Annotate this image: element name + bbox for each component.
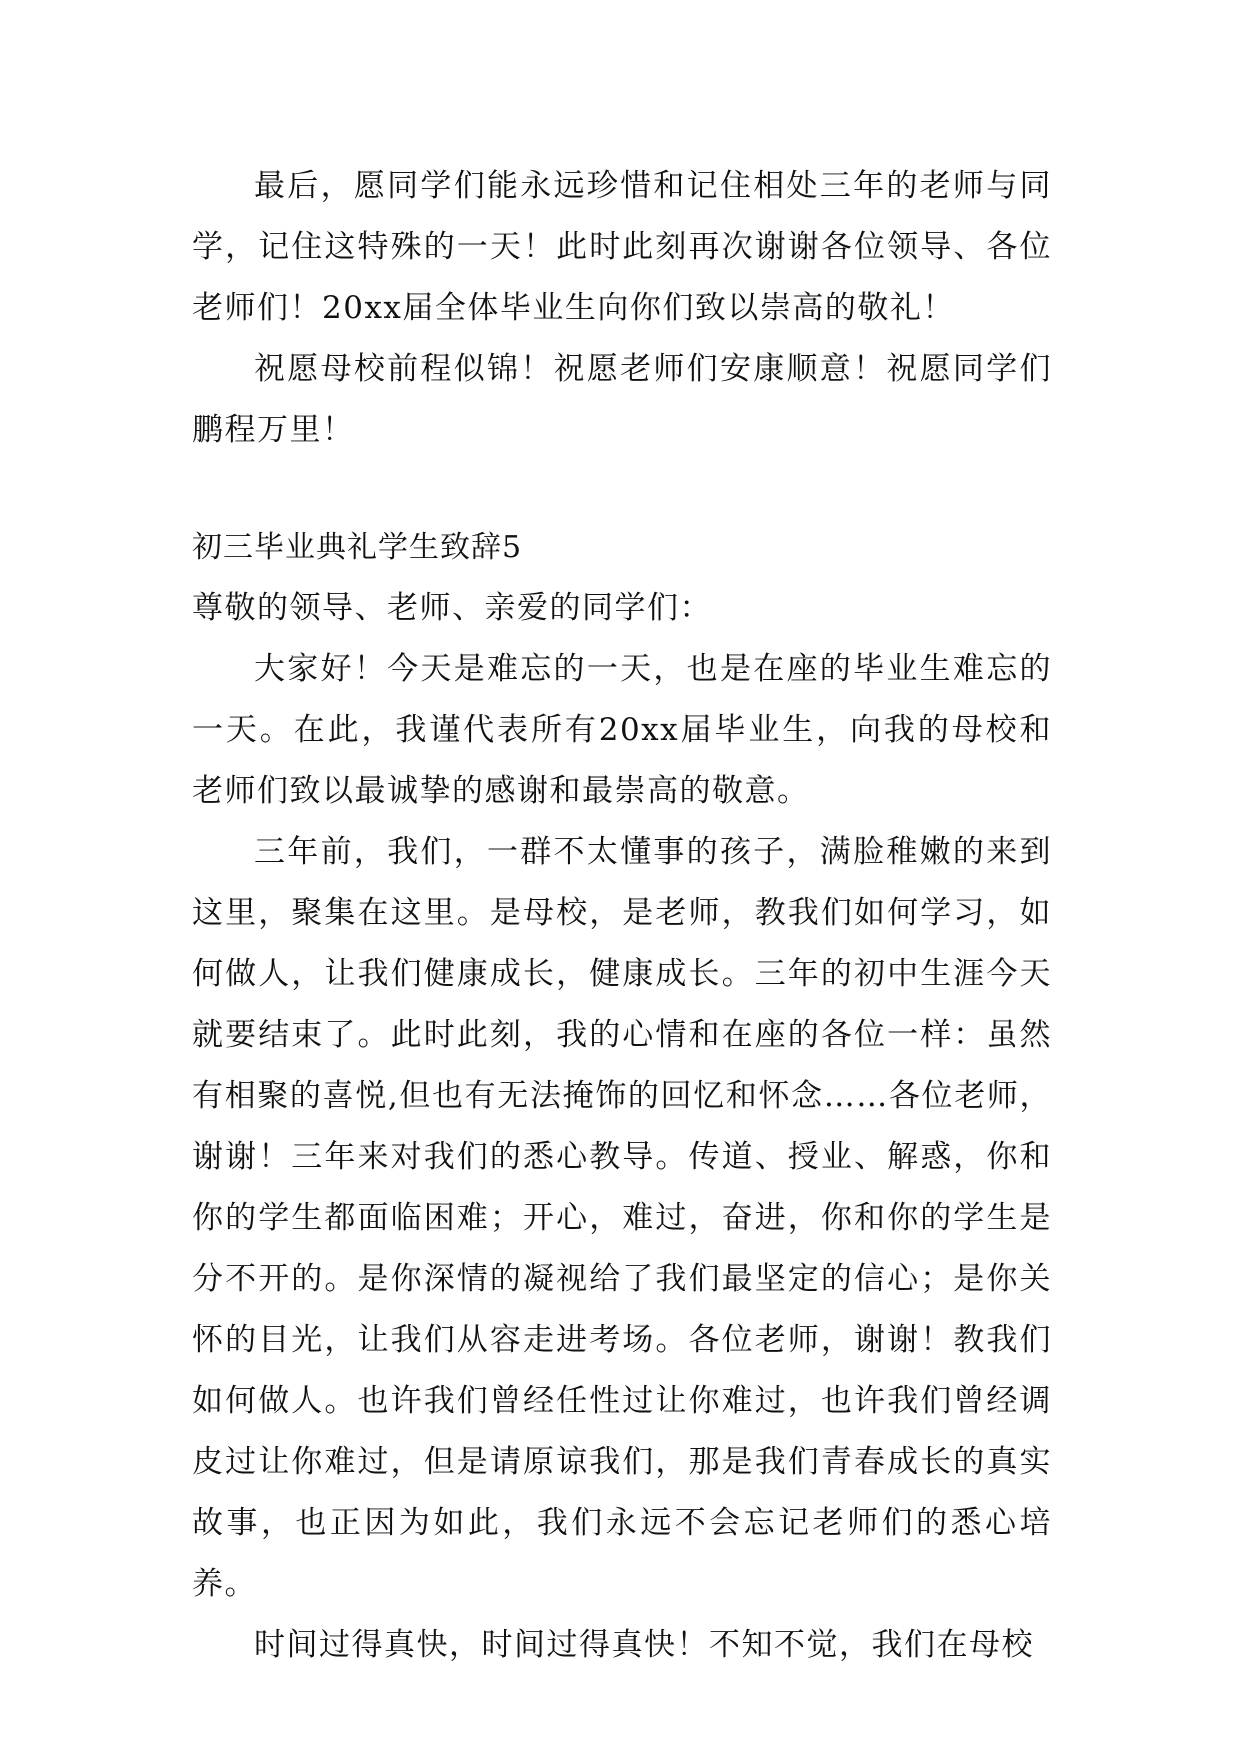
- closing-paragraph: 最后，愿同学们能永远珍惜和记住相处三年的老师与同学，记住这特殊的一天！此时此刻再次谢谢各位领导、各位老师们！20xx届全体毕业生向你们致以崇高的敬礼！: [192, 168, 1052, 326]
- document-content: [192, 156, 1052, 1676]
- body-paragraph: 三年前，我们，一群不太懂事的孩子，满脸稚嫩的来到这里，聚集在这里。是母校，是老师，教我们如何学习，如何做人，让我们健康成长，健康成长。三年的初中生涯今天就要结束了。此时此刻，我的心情和在座的各位一样：虽然有相聚的喜悦,但也有无法掩饰的回忆和怀念……各位老师，谢谢！三年来对我们的悉心教导。传道、授业、解惑，你和你的学生都面临困难；开心，难过，奋进，你和你的学生是分不开的。是你深情的凝视给了我们最坚定的信心；是你关怀的目光，让我们从容走进考场。各位老师，谢谢！教我们如何做人。也许我们曾经任性过让你难过，也许我们曾经调皮过让你难过，但是请原谅我们，那是我们青春成长的真实故事，也正因为如此，我们永远不会忘记老师们的悉心培养。: [192, 834, 1052, 1602]
- closing-wish-paragraph: 祝愿母校前程似锦！祝愿老师们安康顺意！祝愿同学们鹏程万里！: [192, 351, 1052, 448]
- section-title: 初三毕业典礼学生致辞5: [192, 530, 523, 565]
- body-paragraph: 大家好！今天是难忘的一天，也是在座的毕业生难忘的一天。在此，我谨代表所有20xx届毕业生，向我的母校和老师们致以最诚挚的感谢和最崇高的敬意。: [192, 651, 1052, 809]
- salutation: 尊敬的领导、老师、亲爱的同学们：: [192, 590, 712, 626]
- body-paragraph: 时间过得真快，时间过得真快！不知不觉，我们在母校: [254, 1627, 1034, 1663]
- section-gap: [192, 461, 1052, 517]
